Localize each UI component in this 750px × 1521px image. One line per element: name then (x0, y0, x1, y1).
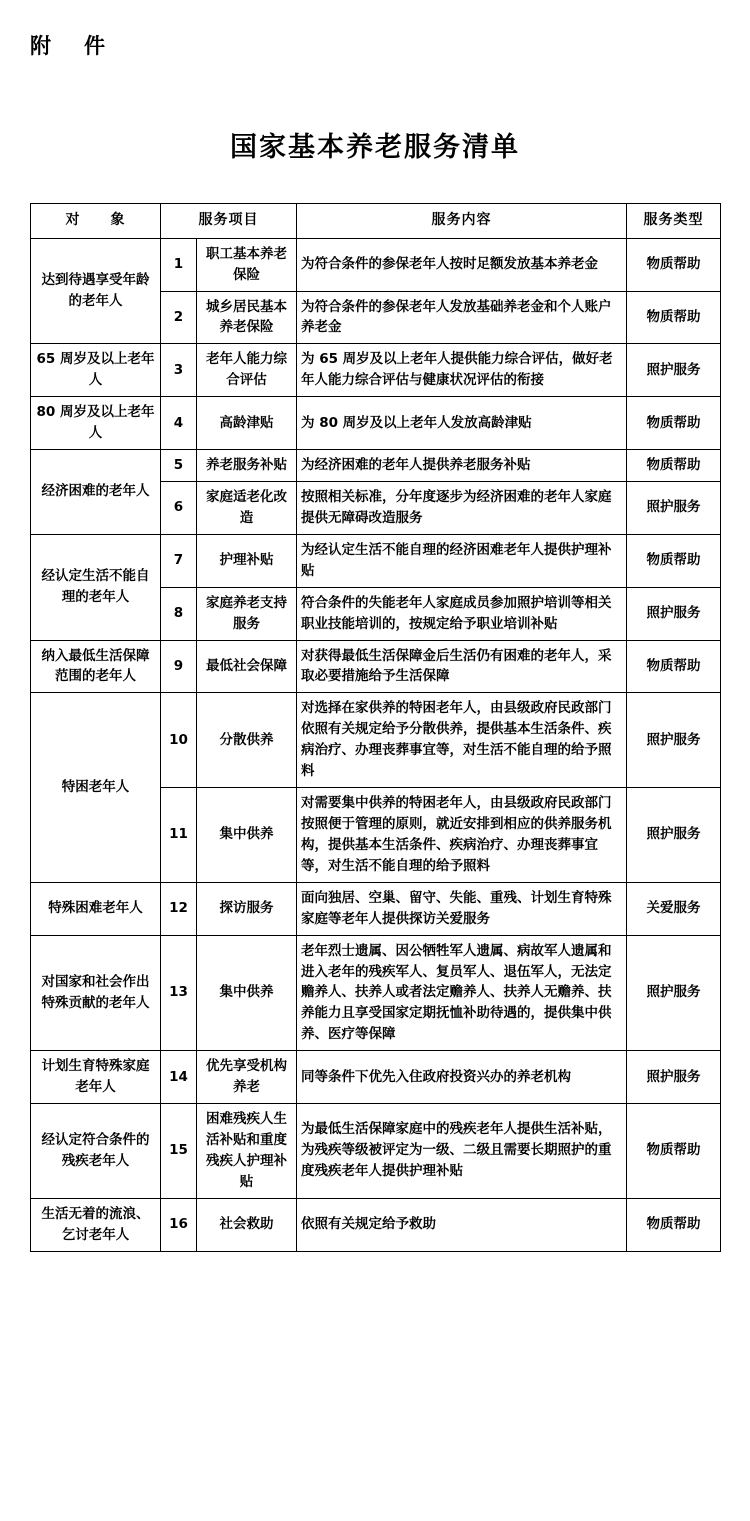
cell-number: 7 (161, 534, 197, 587)
cell-content: 依照有关规定给予救助 (297, 1198, 627, 1251)
cell-item: 分散供养 (197, 693, 297, 788)
cell-type: 照护服务 (627, 788, 721, 883)
cell-number: 13 (161, 935, 197, 1051)
table-row (31, 534, 721, 587)
column-header-type: 服务类型 (627, 204, 721, 239)
cell-content: 为 80 周岁及以上老年人发放高龄津贴 (297, 397, 627, 450)
cell-content: 为最低生活保障家庭中的残疾老年人提供生活补贴，为残疾等级被评定为一级、二级且需要长期照护的重度残疾老年人提供护理补贴 (297, 1104, 627, 1199)
cell-content: 同等条件下优先入住政府投资兴办的养老机构 (297, 1051, 627, 1104)
cell-type: 物质帮助 (627, 534, 721, 587)
service-list-table (30, 203, 721, 1252)
cell-content: 面向独居、空巢、留守、失能、重残、计划生育特殊家庭等老年人提供探访关爱服务 (297, 882, 627, 935)
cell-number: 16 (161, 1198, 197, 1251)
table-row (31, 344, 721, 397)
column-header-item: 服务项目 (161, 204, 297, 239)
cell-content: 为符合条件的参保老年人按时足额发放基本养老金 (297, 238, 627, 291)
cell-number: 10 (161, 693, 197, 788)
cell-type: 物质帮助 (627, 397, 721, 450)
cell-number: 1 (161, 238, 197, 291)
table-row (31, 1051, 721, 1104)
cell-type: 物质帮助 (627, 1198, 721, 1251)
cell-number: 5 (161, 450, 197, 482)
cell-item: 老年人能力综合评估 (197, 344, 297, 397)
cell-number: 11 (161, 788, 197, 883)
cell-content: 符合条件的失能老年人家庭成员参加照护培训等相关职业技能培训的，按规定给予职业培训补贴 (297, 587, 627, 640)
service-list-table-container (30, 203, 720, 1252)
cell-content: 为经认定生活不能自理的经济困难老年人提供护理补贴 (297, 534, 627, 587)
cell-type: 照护服务 (627, 481, 721, 534)
cell-type: 物质帮助 (627, 291, 721, 344)
cell-content: 为符合条件的参保老年人发放基础养老金和个人账户养老金 (297, 291, 627, 344)
cell-content: 按照相关标准，分年度逐步为经济困难的老年人家庭提供无障碍改造服务 (297, 481, 627, 534)
cell-item: 家庭养老支持服务 (197, 587, 297, 640)
cell-item: 职工基本养老保险 (197, 238, 297, 291)
cell-object: 对国家和社会作出特殊贡献的老年人 (31, 935, 161, 1051)
table-row (31, 693, 721, 788)
cell-number: 8 (161, 587, 197, 640)
cell-content: 对获得最低生活保障金后生活仍有困难的老年人，采取必要措施给予生活保障 (297, 640, 627, 693)
cell-item: 探访服务 (197, 882, 297, 935)
cell-type: 关爱服务 (627, 882, 721, 935)
cell-object: 特殊困难老年人 (31, 882, 161, 935)
cell-number: 15 (161, 1104, 197, 1199)
cell-type: 照护服务 (627, 1051, 721, 1104)
cell-item: 集中供养 (197, 788, 297, 883)
cell-item: 养老服务补贴 (197, 450, 297, 482)
cell-object: 经认定符合条件的残疾老年人 (31, 1104, 161, 1199)
table-row (31, 935, 721, 1051)
cell-item: 高龄津贴 (197, 397, 297, 450)
cell-object: 经认定生活不能自理的老年人 (31, 534, 161, 640)
cell-type: 物质帮助 (627, 1104, 721, 1199)
table-body (31, 238, 721, 1251)
cell-item: 优先享受机构养老 (197, 1051, 297, 1104)
cell-object: 纳入最低生活保障范围的老年人 (31, 640, 161, 693)
cell-item: 困难残疾人生活补贴和重度残疾人护理补贴 (197, 1104, 297, 1199)
cell-type: 物质帮助 (627, 640, 721, 693)
cell-item: 社会救助 (197, 1198, 297, 1251)
cell-object: 特困老年人 (31, 693, 161, 882)
cell-number: 12 (161, 882, 197, 935)
cell-content: 为经济困难的老年人提供养老服务补贴 (297, 450, 627, 482)
table-row (31, 397, 721, 450)
cell-item: 最低社会保障 (197, 640, 297, 693)
cell-content: 对需要集中供养的特困老年人，由县级政府民政部门按照便于管理的原则，就近安排到相应的供养服务机构，提供基本生活条件、疾病治疗、办理丧葬事宜等，对生活不能自理的给予照料 (297, 788, 627, 883)
cell-type: 照护服务 (627, 344, 721, 397)
cell-object: 80 周岁及以上老年人 (31, 397, 161, 450)
cell-type: 照护服务 (627, 587, 721, 640)
cell-item: 护理补贴 (197, 534, 297, 587)
cell-content: 老年烈士遗属、因公牺牲军人遗属、病故军人遗属和进入老年的残疾军人、复员军人、退伍军人，无法定赡养人、扶养人或者法定赡养人、扶养人无赡养、扶养能力且享受国家定期抚恤补助待遇的，提供集中供养、医疗等保障 (297, 935, 627, 1051)
cell-type: 照护服务 (627, 935, 721, 1051)
cell-item: 城乡居民基本养老保险 (197, 291, 297, 344)
cell-object: 计划生育特殊家庭老年人 (31, 1051, 161, 1104)
cell-object: 经济困难的老年人 (31, 450, 161, 535)
table-row (31, 1104, 721, 1199)
page-title: 国家基本养老服务清单 (230, 132, 520, 163)
table-row (31, 450, 721, 482)
cell-item: 集中供养 (197, 935, 297, 1051)
cell-number: 14 (161, 1051, 197, 1104)
cell-number: 3 (161, 344, 197, 397)
column-header-object: 对 象 (31, 204, 161, 239)
attachment-label: 附 件 (30, 33, 111, 58)
cell-object: 达到待遇享受年龄的老年人 (31, 238, 161, 344)
table-row (31, 1198, 721, 1251)
cell-number: 4 (161, 397, 197, 450)
cell-number: 2 (161, 291, 197, 344)
cell-type: 物质帮助 (627, 238, 721, 291)
column-header-content: 服务内容 (297, 204, 627, 239)
cell-content: 为 65 周岁及以上老年人提供能力综合评估，做好老年人能力综合评估与健康状况评估的衔接 (297, 344, 627, 397)
cell-type: 照护服务 (627, 693, 721, 788)
cell-object: 生活无着的流浪、乞讨老年人 (31, 1198, 161, 1251)
cell-number: 6 (161, 481, 197, 534)
cell-number: 9 (161, 640, 197, 693)
cell-item: 家庭适老化改造 (197, 481, 297, 534)
cell-object: 65 周岁及以上老年人 (31, 344, 161, 397)
cell-content: 对选择在家供养的特困老年人，由县级政府民政部门依照有关规定给予分散供养，提供基本生活条件、疾病治疗、办理丧葬事宜等，对生活不能自理的给予照料 (297, 693, 627, 788)
table-row (31, 238, 721, 291)
cell-type: 物质帮助 (627, 450, 721, 482)
table-header-row (31, 204, 721, 239)
table-row (31, 640, 721, 693)
table-row (31, 882, 721, 935)
